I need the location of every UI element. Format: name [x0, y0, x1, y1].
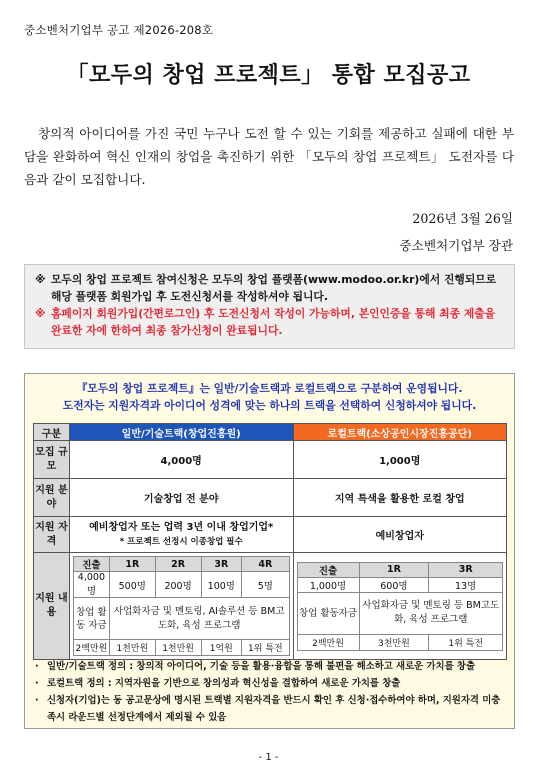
- support-amount: 2백만원: [73, 640, 109, 656]
- table-cell: 기술창업 전 분야: [69, 479, 293, 517]
- support-row: [297, 577, 503, 592]
- definition-list: [35, 658, 508, 726]
- table-cell: 예비창업자: [293, 517, 507, 553]
- support-row: [73, 598, 289, 640]
- support-amount: 1천만원: [109, 640, 155, 656]
- intro-text: 창의적 아이디어를 가진 국민 누구나 도전 할 수 있는 기회를 제공하고 실패에 대한 부담을 완화하여 혁신 인재의 창업을 촉진하기 위한 「모두의 창업 프로젝트」 도전자를 다음과 같이 모집합니다.: [24, 126, 514, 187]
- table-row: [34, 441, 507, 479]
- support-count: 1,000명: [297, 577, 359, 592]
- list-item-text: 일반/기술트랙 정의 : 창의적 아이디어, 기술 등을 활용·융합을 통해 불편을 해소하고 새로운 가치를 창출: [47, 661, 476, 672]
- reference-mark: ※: [35, 273, 46, 286]
- table-cell: [293, 553, 507, 660]
- issuer-name: 중소벤처기업부 장관: [399, 238, 513, 253]
- support-amount: 1억원: [201, 640, 242, 656]
- notice-box: [24, 264, 515, 349]
- eligibility-note: * 프로젝트 선정시 이종창업 필수: [119, 536, 243, 547]
- support-row: [297, 634, 503, 650]
- track-lead: [31, 380, 508, 414]
- support-amount: 1위 특전: [242, 640, 289, 656]
- support-count: 500명: [109, 572, 155, 598]
- bullet-mark: ·: [35, 695, 39, 706]
- support-count: 100명: [201, 572, 242, 598]
- bullet-mark: ·: [35, 678, 39, 689]
- support-count: 200명: [155, 572, 201, 598]
- support-program: 사업화자금 및 멘토링 등 BM고도화, 육성 프로그램: [359, 592, 503, 634]
- reference-mark: ※: [35, 307, 46, 320]
- list-item-text: 로컬트랙 정의 : 지역자원을 기반으로 창의성과 혁신성을 결합하여 새로운 가치를 창출: [47, 678, 401, 689]
- table-cell: 1,000명: [293, 441, 507, 479]
- funding-label: 창업 활동자금: [297, 592, 359, 634]
- support-header: 진출: [73, 557, 109, 572]
- track-local-header: 로컬트랙(소상공인시장진흥공단): [293, 424, 507, 441]
- track-lead-line: 『모두의 창업 프로젝트』는 일반/기술트랙과 로컬트랙으로 구분하여 운영됩니다.: [76, 382, 463, 395]
- list-item-text: 신청자(기업)는 동 공고문상에 명시된 트랙별 지원자격을 반드시 확인 후 신청·접수하여야 하며, 지원자격 미충족시 라운드별 선정단계에서 제외될 수 있음: [47, 695, 501, 723]
- track-general-header: 일반/기술트랙(창업진흥원): [69, 424, 293, 441]
- table-row: [34, 424, 507, 441]
- note-text: 모두의 창업 프로젝트 참여신청은 모두의 창업 플랫폼(www.modoo.or.kr)에서 진행되므로 해당 플랫폼 회원가입 후 도전신청서를 작성하셔야 됩니다.: [51, 273, 497, 303]
- support-row: [73, 572, 289, 598]
- support-count: 600명: [359, 577, 429, 592]
- list-item: [35, 658, 508, 675]
- support-amount: 3천만원: [359, 634, 429, 650]
- bullet-mark: ·: [35, 661, 39, 672]
- support-program: 사업화자금 및 멘토링, AI솔루션 등 BM고도화, 육성 프로그램: [109, 598, 289, 640]
- track-table: [33, 423, 507, 660]
- table-cell: [69, 553, 293, 660]
- table-row: [34, 553, 507, 660]
- support-count: 5명: [242, 572, 289, 598]
- table-row: [34, 479, 507, 517]
- support-row: [297, 592, 503, 634]
- track-overview-box: [24, 373, 515, 729]
- support-count: 4,000명: [73, 572, 109, 598]
- note-item-warning: [35, 305, 504, 339]
- intro-paragraph: [24, 122, 514, 191]
- row-label: 모집 규모: [34, 441, 70, 479]
- note-item: [35, 271, 504, 305]
- table-header-cell: 구분: [34, 424, 70, 441]
- eligibility-text: 예비창업자 또는 업력 3년 이내 창업기업*: [89, 521, 274, 533]
- support-header: 2R: [155, 557, 201, 572]
- support-amount: 2백만원: [297, 634, 359, 650]
- support-table-local: [297, 562, 504, 651]
- support-row: [73, 640, 289, 656]
- note-text-warning: 홈페이지 회원가입(간편로그인) 후 도전신청서 작성이 가능하며, 본인인증을 통해 최종 제출을 완료한 자에 한하여 최종 참가신청이 완료됩니다.: [51, 307, 496, 337]
- support-row: [73, 557, 289, 572]
- support-table-general: [73, 556, 290, 656]
- support-row: [297, 562, 503, 577]
- row-label: 지원 내용: [34, 553, 70, 660]
- table-row: [34, 517, 507, 553]
- support-header: 3R: [429, 562, 503, 577]
- list-item: [35, 692, 508, 726]
- announcement-date: 2026년 3월 26일: [412, 211, 513, 226]
- table-cell: [69, 517, 293, 553]
- table-cell: 4,000명: [69, 441, 293, 479]
- table-cell: 지역 특색을 활용한 로컬 창업: [293, 479, 507, 517]
- support-header: 3R: [201, 557, 242, 572]
- support-header: 4R: [242, 557, 289, 572]
- support-header: 진출: [297, 562, 359, 577]
- row-label: 지원 자격: [34, 517, 70, 553]
- notice-number: 중소벤처기업부 공고 제2026-208호: [24, 23, 214, 37]
- support-amount: 1위 특전: [429, 634, 503, 650]
- track-lead-line: 도전자는 지원자격과 아이디어 성격에 맞는 하나의 트랙을 선택하여 신청하셔야 됩니다.: [62, 399, 477, 412]
- support-header: 1R: [109, 557, 155, 572]
- support-amount: 1천만원: [155, 640, 201, 656]
- row-label: 지원 분야: [34, 479, 70, 517]
- support-count: 13명: [429, 577, 503, 592]
- page-title: 「모두의 창업 프로젝트」 통합 모집공고: [66, 63, 471, 88]
- funding-label: 창업 활동 자금: [73, 598, 109, 640]
- list-item: [35, 675, 508, 692]
- support-header: 1R: [359, 562, 429, 577]
- page-number: - 1 -: [258, 752, 279, 763]
